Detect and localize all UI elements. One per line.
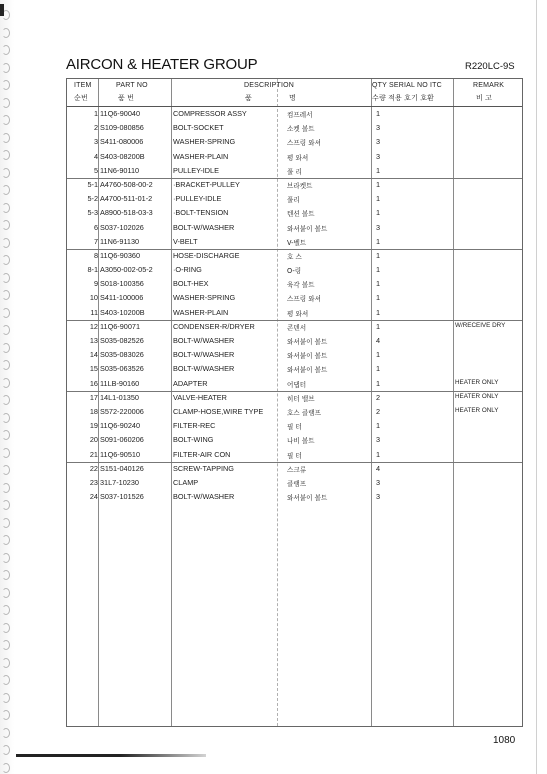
quantity: 1 bbox=[376, 364, 381, 374]
part-number: 11Q6-90360 bbox=[100, 250, 141, 260]
item-number: 9 bbox=[93, 279, 98, 289]
description: BOLT-W/WASHER bbox=[173, 336, 235, 345]
description: CLAMP-HOSE,WIRE TYPE bbox=[173, 406, 264, 416]
description: V-BELT bbox=[173, 236, 198, 246]
item-number: 8 bbox=[93, 250, 98, 260]
binder-ring bbox=[2, 308, 10, 318]
part-number: S091-060206 bbox=[100, 435, 144, 445]
table-row bbox=[67, 291, 522, 305]
binder-ring bbox=[2, 115, 10, 125]
binder-ring bbox=[2, 570, 10, 580]
description: BOLT-W/WASHER bbox=[173, 350, 235, 360]
part-number: S037-102026 bbox=[100, 222, 144, 232]
binder-ring bbox=[2, 518, 10, 528]
header-part-no: PART NO bbox=[116, 82, 148, 89]
group-rule bbox=[67, 391, 522, 392]
page-edge bbox=[536, 0, 537, 774]
korean-name: 필 터 bbox=[287, 423, 302, 432]
table-row bbox=[67, 263, 522, 277]
binder-ring bbox=[2, 710, 10, 720]
description: ·BRACKET-PULLEY bbox=[173, 179, 240, 189]
table-row bbox=[67, 490, 522, 504]
quantity: 1 bbox=[376, 236, 381, 246]
description: VALVE-HEATER bbox=[173, 392, 227, 402]
quantity: 3 bbox=[376, 151, 381, 161]
part-number: S411-100006 bbox=[100, 293, 144, 303]
part-number: A4700-511-01-2 bbox=[100, 194, 153, 204]
korean-name: 호스 클램프 bbox=[287, 408, 321, 417]
item-number: 17 bbox=[89, 392, 98, 402]
item-number: 1 bbox=[93, 109, 98, 118]
korean-name: V-벨트 bbox=[287, 238, 307, 247]
binder-ring bbox=[2, 623, 10, 633]
quantity: 3 bbox=[376, 435, 381, 445]
quantity: 1 bbox=[376, 109, 381, 118]
korean-name: 클램프 bbox=[287, 479, 307, 488]
part-number: 11LB-90160 bbox=[100, 378, 140, 388]
part-number: S037-101526 bbox=[100, 492, 144, 502]
item-number: 5-2 bbox=[87, 194, 98, 204]
quantity: 3 bbox=[376, 222, 381, 232]
remark: W/RECEIVE DRY bbox=[455, 321, 506, 329]
binder-ring bbox=[2, 745, 10, 755]
header-part-no-kor: 품 번 bbox=[118, 95, 135, 102]
binder-ring bbox=[2, 98, 10, 108]
korean-name: 소켓 볼트 bbox=[287, 125, 315, 134]
korean-name: 호 스 bbox=[287, 252, 302, 261]
item-number: 13 bbox=[89, 336, 98, 345]
description: PULLEY-IDLE bbox=[173, 165, 219, 175]
description: BOLT-W/WASHER bbox=[173, 222, 235, 232]
quantity: 1 bbox=[376, 208, 381, 218]
binder-ring bbox=[2, 45, 10, 55]
part-number: 14L1-01350 bbox=[100, 392, 139, 402]
part-number: 11Q6-90040 bbox=[100, 109, 141, 118]
corner-mark bbox=[0, 4, 4, 16]
description: CLAMP bbox=[173, 477, 199, 487]
table-row bbox=[67, 249, 522, 263]
table-row bbox=[67, 306, 522, 320]
quantity: 3 bbox=[376, 477, 381, 487]
group-rule bbox=[67, 249, 522, 250]
table-row bbox=[67, 476, 522, 490]
header-item-kor: 순번 bbox=[74, 95, 88, 102]
quantity: 3 bbox=[376, 123, 381, 133]
table-row bbox=[67, 221, 522, 235]
korean-name: 스프링 와셔 bbox=[287, 139, 321, 148]
quantity: 1 bbox=[376, 307, 381, 317]
binder-ring bbox=[2, 80, 10, 90]
table-row bbox=[67, 405, 522, 419]
table-row bbox=[67, 462, 522, 476]
quantity: 1 bbox=[376, 279, 381, 289]
korean-name: 평 와셔 bbox=[287, 309, 309, 318]
item-number: 16 bbox=[89, 378, 98, 388]
table-row bbox=[67, 448, 522, 462]
part-number: S035-063526 bbox=[100, 364, 144, 374]
korean-name: 와셔붙이 볼트 bbox=[287, 338, 328, 346]
table-row bbox=[67, 377, 522, 391]
header-qty-serial-itc-kor: 수량 적용 호기 호환 bbox=[372, 95, 435, 102]
description: COMPRESSOR ASSY bbox=[173, 109, 247, 118]
quantity: 1 bbox=[376, 250, 381, 260]
description: FILTER-AIR CON bbox=[173, 449, 231, 459]
description: BOLT-HEX bbox=[173, 279, 209, 289]
binder-ring bbox=[2, 28, 10, 38]
item-number: 19 bbox=[89, 421, 98, 431]
item-number: 18 bbox=[89, 406, 98, 416]
binder-ring bbox=[2, 273, 10, 283]
binder-ring bbox=[2, 63, 10, 73]
binder-ring bbox=[2, 448, 10, 458]
header-item: ITEM bbox=[74, 82, 92, 89]
quantity: 1 bbox=[376, 194, 381, 204]
table-row bbox=[67, 433, 522, 447]
part-number: S411-080006 bbox=[100, 137, 144, 147]
binder-ring bbox=[2, 483, 10, 493]
binder-ring bbox=[2, 500, 10, 510]
header-remark-kor: 비 고 bbox=[476, 95, 493, 102]
remark: HEATER ONLY bbox=[455, 378, 499, 386]
table-row bbox=[67, 391, 522, 405]
binder-ring bbox=[2, 238, 10, 248]
binder-ring bbox=[2, 728, 10, 738]
item-number: 5 bbox=[93, 165, 98, 175]
description: ·PULLEY-IDLE bbox=[173, 194, 222, 204]
binder-ring bbox=[2, 553, 10, 563]
binder-ring bbox=[2, 360, 10, 370]
item-number: 20 bbox=[89, 435, 98, 445]
description: WASHER-SPRING bbox=[173, 293, 236, 303]
item-number: 15 bbox=[89, 364, 98, 374]
binder-ring bbox=[2, 203, 10, 213]
quantity: 1 bbox=[376, 350, 381, 360]
binder-ring bbox=[2, 465, 10, 475]
group-rule bbox=[67, 462, 522, 463]
korean-name: 평 와셔 bbox=[287, 153, 309, 162]
table-row bbox=[67, 277, 522, 291]
part-number: A3050-002-05-2 bbox=[100, 265, 153, 275]
item-number: 6 bbox=[93, 222, 98, 232]
quantity: 1 bbox=[376, 179, 381, 189]
item-number: 14 bbox=[89, 350, 98, 360]
binder-ring bbox=[2, 220, 10, 230]
korean-name: 스프링 와셔 bbox=[287, 295, 321, 304]
korean-name: 풀 리 bbox=[287, 167, 302, 176]
quantity: 2 bbox=[376, 392, 381, 402]
part-number: S403-10200B bbox=[100, 307, 145, 317]
part-number: S018-100356 bbox=[100, 279, 144, 289]
korean-name: 텐션 볼트 bbox=[287, 210, 315, 219]
table-row bbox=[67, 334, 522, 348]
quantity: 4 bbox=[376, 336, 381, 345]
item-number: 7 bbox=[93, 236, 98, 246]
description: WASHER-PLAIN bbox=[173, 307, 229, 317]
header-description: DESCRIPTION bbox=[244, 82, 295, 89]
korean-name: 와셔붙이 볼트 bbox=[287, 366, 328, 375]
part-number: S035-082526 bbox=[100, 336, 144, 345]
description: FILTER-REC bbox=[173, 421, 216, 431]
description: ADAPTER bbox=[173, 378, 208, 388]
description: WASHER-PLAIN bbox=[173, 151, 229, 161]
part-number: 11N6-91130 bbox=[100, 236, 140, 246]
binder-ring bbox=[2, 255, 10, 265]
part-number: S572-220006 bbox=[100, 406, 144, 416]
item-number: 8-1 bbox=[87, 265, 98, 275]
korean-name: 히터 밸브 bbox=[287, 394, 315, 403]
binder-ring bbox=[2, 640, 10, 650]
description: BOLT-SOCKET bbox=[173, 123, 224, 133]
binder-ring bbox=[2, 658, 10, 668]
description: BOLT-W/WASHER bbox=[173, 492, 235, 502]
item-number: 11 bbox=[90, 307, 98, 317]
item-number: 2 bbox=[93, 123, 98, 133]
table-row bbox=[67, 135, 522, 149]
item-number: 22 bbox=[89, 463, 98, 473]
quantity: 1 bbox=[376, 321, 381, 331]
korean-name: 와셔붙이 볼트 bbox=[287, 352, 328, 361]
footer-mark bbox=[16, 754, 206, 757]
description: BOLT-WING bbox=[173, 435, 214, 445]
table-row bbox=[67, 164, 522, 178]
table-row bbox=[67, 178, 522, 192]
binder-ring bbox=[2, 185, 10, 195]
header-desc-kor-left: 품 bbox=[245, 95, 252, 102]
table-row bbox=[67, 235, 522, 249]
quantity: 1 bbox=[376, 293, 381, 303]
table-row bbox=[67, 121, 522, 135]
korean-name: 브라켓트 bbox=[287, 181, 313, 190]
remark: HEATER ONLY bbox=[455, 392, 499, 400]
part-number: A4760-508-00-2 bbox=[100, 179, 153, 189]
header-qty-serial-itc: QTY SERIAL NO ITC bbox=[372, 82, 442, 89]
korean-name: 콘덴서 bbox=[287, 323, 307, 332]
part-number: A8900-518-03-3 bbox=[100, 208, 153, 218]
description: HOSE-DISCHARGE bbox=[173, 250, 240, 260]
item-number: 23 bbox=[89, 477, 98, 487]
quantity: 2 bbox=[376, 406, 381, 416]
table-row bbox=[67, 206, 522, 220]
korean-name: 어댑터 bbox=[287, 380, 307, 389]
korean-name: 와셔붙이 볼트 bbox=[287, 494, 328, 503]
table-row bbox=[67, 419, 522, 433]
item-number: 4 bbox=[93, 151, 98, 161]
korean-name: O-링 bbox=[287, 267, 302, 276]
binder-ring bbox=[2, 588, 10, 598]
page-number: 1080 bbox=[493, 735, 516, 746]
binder-ring bbox=[2, 378, 10, 388]
model-code: R220LC-9S bbox=[465, 61, 515, 72]
description: BOLT-W/WASHER bbox=[173, 364, 235, 374]
item-number: 10 bbox=[89, 293, 98, 303]
part-number: 11Q6-90071 bbox=[100, 321, 141, 331]
table-row bbox=[67, 150, 522, 164]
table-row bbox=[67, 320, 522, 334]
page-title: AIRCON & HEATER GROUP bbox=[66, 56, 258, 73]
item-number: 5-3 bbox=[87, 208, 98, 218]
header-remark: REMARK bbox=[473, 82, 505, 89]
binder-ring bbox=[2, 150, 10, 160]
part-number: S109-080856 bbox=[100, 123, 144, 133]
part-number: 11Q6-90510 bbox=[100, 449, 141, 459]
quantity: 1 bbox=[376, 449, 381, 459]
binder-ring bbox=[2, 430, 10, 440]
korean-name: 와셔붙이 볼트 bbox=[287, 224, 328, 233]
description: CONDENSER-R/DRYER bbox=[173, 321, 255, 331]
description: SCREW-TAPPING bbox=[173, 463, 234, 473]
quantity: 3 bbox=[376, 492, 381, 502]
item-number: 3 bbox=[93, 137, 98, 147]
remark: HEATER ONLY bbox=[455, 406, 499, 414]
binder-ring bbox=[2, 343, 10, 353]
korean-name: 필 터 bbox=[287, 451, 302, 460]
quantity: 1 bbox=[376, 265, 381, 275]
quantity: 4 bbox=[376, 463, 381, 473]
korean-name: 컴프레서 bbox=[287, 111, 313, 119]
binder-ring bbox=[2, 535, 10, 545]
quantity: 1 bbox=[376, 421, 381, 431]
item-number: 5-1 bbox=[87, 179, 98, 189]
korean-name: 스크류 bbox=[287, 465, 307, 474]
korean-name: 풀리 bbox=[287, 196, 300, 205]
binder-ring bbox=[2, 290, 10, 300]
binder-ring bbox=[2, 133, 10, 143]
group-rule bbox=[67, 320, 522, 321]
part-number: 11Q6-90240 bbox=[100, 421, 141, 431]
part-number: 31L7-10230 bbox=[100, 477, 139, 487]
table-row bbox=[67, 348, 522, 362]
parts-table bbox=[66, 78, 523, 727]
binder-ring bbox=[2, 325, 10, 335]
item-number: 21 bbox=[89, 449, 98, 459]
part-number: S035-083026 bbox=[100, 350, 144, 360]
description: ·BOLT-TENSION bbox=[173, 208, 229, 218]
item-number: 24 bbox=[89, 492, 98, 502]
binder-ring bbox=[2, 763, 10, 773]
table-row bbox=[67, 107, 522, 121]
description: ·O-RING bbox=[173, 265, 202, 275]
binder-ring bbox=[2, 693, 10, 703]
binder-ring bbox=[2, 605, 10, 615]
table-row bbox=[67, 192, 522, 206]
parts-rows bbox=[67, 107, 522, 504]
binder-ring bbox=[2, 675, 10, 685]
binder-ring bbox=[2, 413, 10, 423]
quantity: 3 bbox=[376, 137, 381, 147]
table-row bbox=[67, 362, 522, 376]
quantity: 1 bbox=[376, 165, 381, 175]
quantity: 1 bbox=[376, 378, 381, 388]
item-number: 12 bbox=[89, 321, 98, 331]
description: WASHER-SPRING bbox=[173, 137, 236, 147]
header-desc-kor-right: 명 bbox=[289, 95, 296, 102]
part-number: S403-08200B bbox=[100, 151, 145, 161]
binder-edge bbox=[0, 0, 14, 774]
binder-ring bbox=[2, 395, 10, 405]
korean-name: 육각 볼트 bbox=[287, 281, 315, 290]
part-number: 11N6-90110 bbox=[100, 165, 140, 175]
part-number: S151-040126 bbox=[100, 463, 144, 473]
binder-ring bbox=[2, 168, 10, 178]
group-rule bbox=[67, 178, 522, 179]
korean-name: 나비 볼트 bbox=[287, 437, 315, 446]
